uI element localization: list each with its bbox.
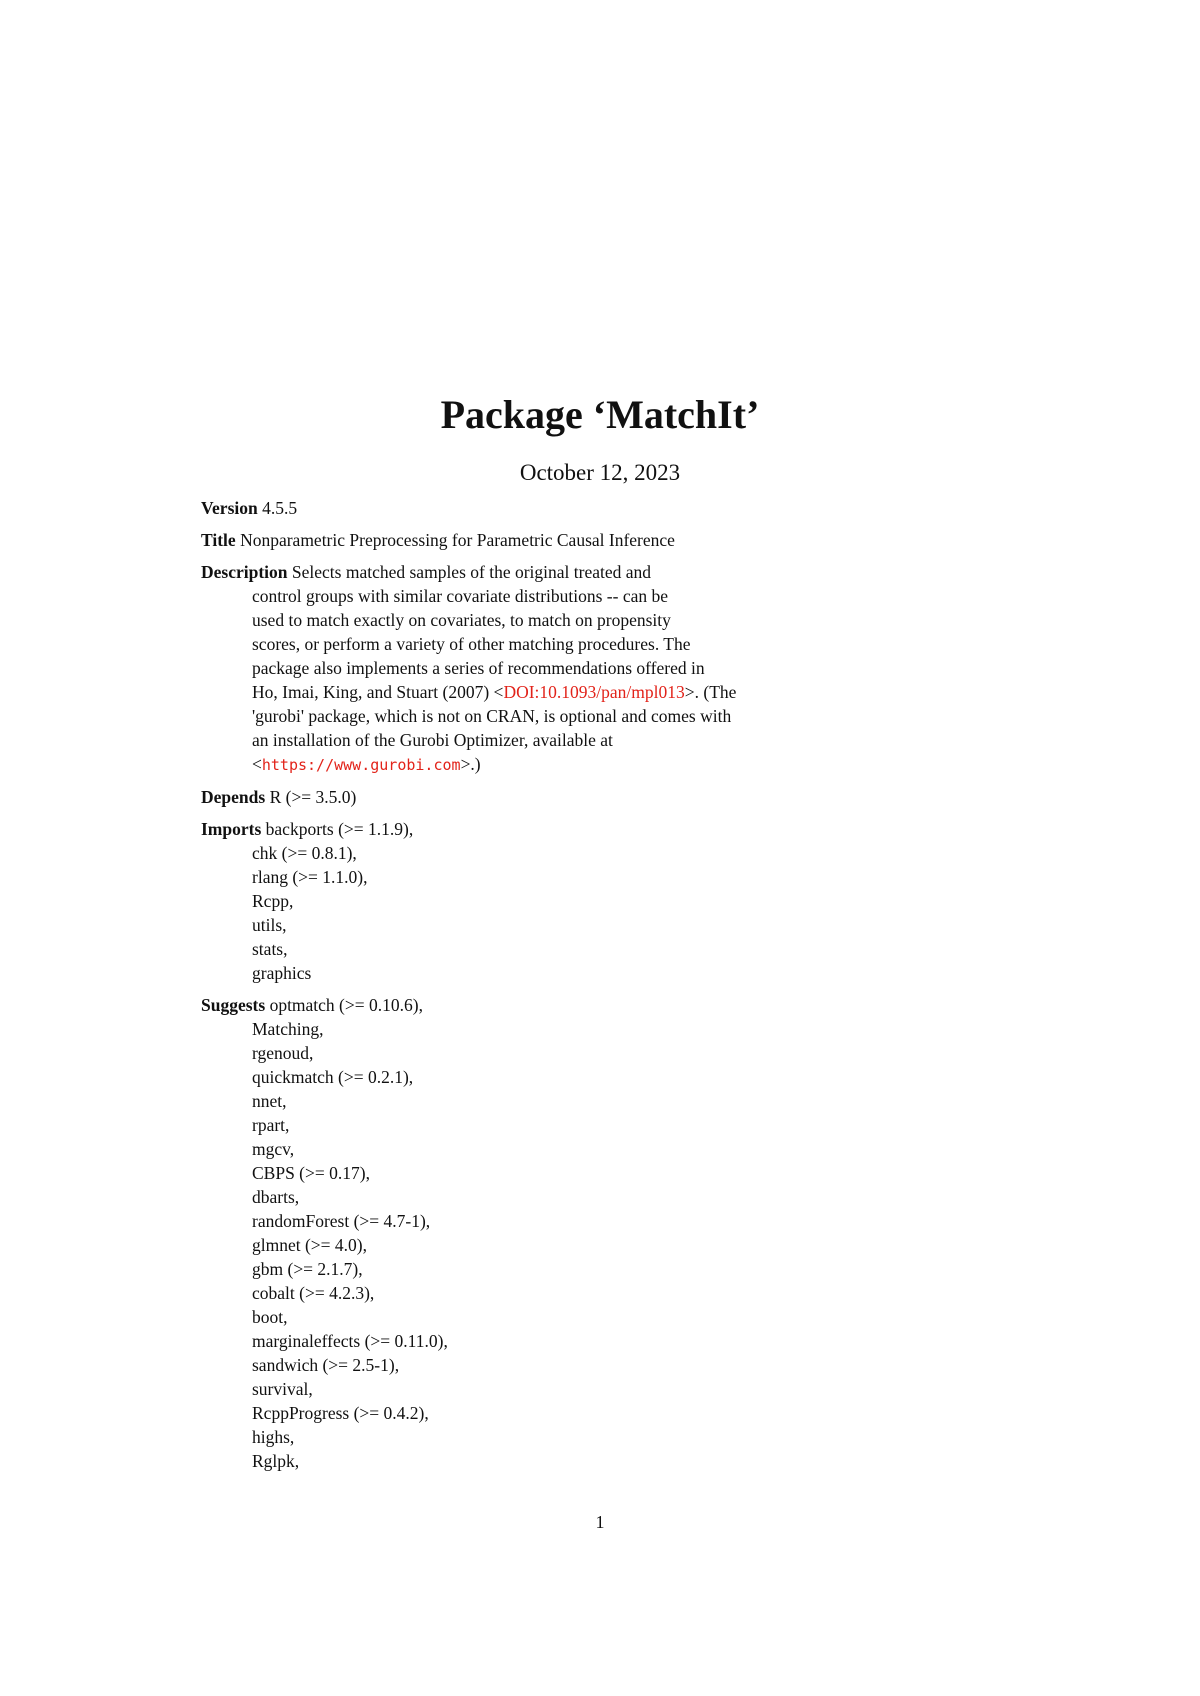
suggest-item: boot,	[252, 1307, 288, 1327]
suggest-item: marginaleffects (>= 0.11.0),	[252, 1331, 448, 1351]
gurobi-url-link[interactable]: https://www.gurobi.com	[261, 756, 461, 774]
suggest-item: highs,	[252, 1427, 295, 1447]
import-item: stats,	[252, 939, 288, 959]
field-label: Version	[201, 498, 258, 518]
suggest-item: RcppProgress (>= 0.4.2),	[252, 1403, 429, 1423]
suggest-item: rgenoud,	[252, 1043, 314, 1063]
description-text: Ho, Imai, King, and Stuart (2007) <	[252, 682, 504, 702]
import-item: chk (>= 0.8.1),	[252, 843, 357, 863]
doi-link[interactable]: DOI:10.1093/pan/mpl013	[503, 682, 685, 702]
suggest-item: mgcv,	[252, 1139, 295, 1159]
field-label: Suggests	[201, 995, 266, 1015]
field-label: Title	[201, 530, 236, 550]
suggest-item: gbm (>= 2.1.7),	[252, 1259, 363, 1279]
suggest-item: glmnet (>= 4.0),	[252, 1235, 367, 1255]
description-line: 'gurobi' package, which is not on CRAN, is optional and comes with	[252, 706, 732, 726]
import-item: Rcpp,	[252, 891, 294, 911]
import-item: utils,	[252, 915, 287, 935]
description-line: package also implements a series of recommendations offered in	[252, 658, 705, 678]
description-text: Selects matched samples of the original treated and	[291, 562, 652, 582]
field-value: R (>= 3.5.0)	[269, 787, 357, 807]
field-label: Description	[201, 562, 288, 582]
description-line	[201, 560, 1001, 584]
description-text: <	[252, 754, 262, 774]
suggest-item: nnet,	[252, 1091, 287, 1111]
document-title: Package ‘MatchIt’	[440, 392, 760, 437]
description-fields	[201, 496, 1001, 1481]
import-item: backports (>= 1.1.9),	[265, 819, 414, 839]
suggest-item: CBPS (>= 0.17),	[252, 1163, 370, 1183]
suggest-item: optmatch (>= 0.10.6),	[269, 995, 423, 1015]
description-line: scores, or perform a variety of other matching procedures. The	[252, 634, 691, 654]
description-line: control groups with similar covariate distributions -- can be	[252, 586, 669, 606]
field-value: Nonparametric Preprocessing for Parametric Causal Inference	[240, 530, 675, 550]
description-text: >. (The	[684, 682, 737, 702]
document-date: October 12, 2023	[519, 460, 681, 485]
suggest-item: Matching,	[252, 1019, 324, 1039]
imports-line	[201, 817, 1001, 841]
field-title	[201, 528, 1001, 552]
field-label: Depends	[201, 787, 266, 807]
suggest-item: rpart,	[252, 1115, 290, 1135]
import-item: graphics	[252, 963, 312, 983]
suggest-item: survival,	[252, 1379, 313, 1399]
suggest-item: randomForest (>= 4.7-1),	[252, 1211, 431, 1231]
description-line	[201, 680, 1001, 704]
description-line	[201, 752, 1001, 777]
field-description	[201, 560, 1001, 777]
field-suggests	[201, 993, 1001, 1473]
suggests-line	[201, 993, 1001, 1017]
suggest-item: sandwich (>= 2.5-1),	[252, 1355, 400, 1375]
description-text: >.)	[460, 754, 481, 774]
suggest-item: quickmatch (>= 0.2.1),	[252, 1067, 414, 1087]
field-value: 4.5.5	[262, 498, 298, 518]
import-item: rlang (>= 1.1.0),	[252, 867, 368, 887]
field-label: Imports	[201, 819, 262, 839]
description-line: used to match exactly on covariates, to match on propensity	[252, 610, 671, 630]
field-depends	[201, 785, 1001, 809]
page-number: 1	[595, 1512, 605, 1532]
suggest-item: Rglpk,	[252, 1451, 300, 1471]
field-version	[201, 496, 1001, 520]
suggest-item: dbarts,	[252, 1187, 300, 1207]
suggest-item: cobalt (>= 4.2.3),	[252, 1283, 375, 1303]
description-line: an installation of the Gurobi Optimizer, available at	[252, 730, 613, 750]
field-imports	[201, 817, 1001, 985]
